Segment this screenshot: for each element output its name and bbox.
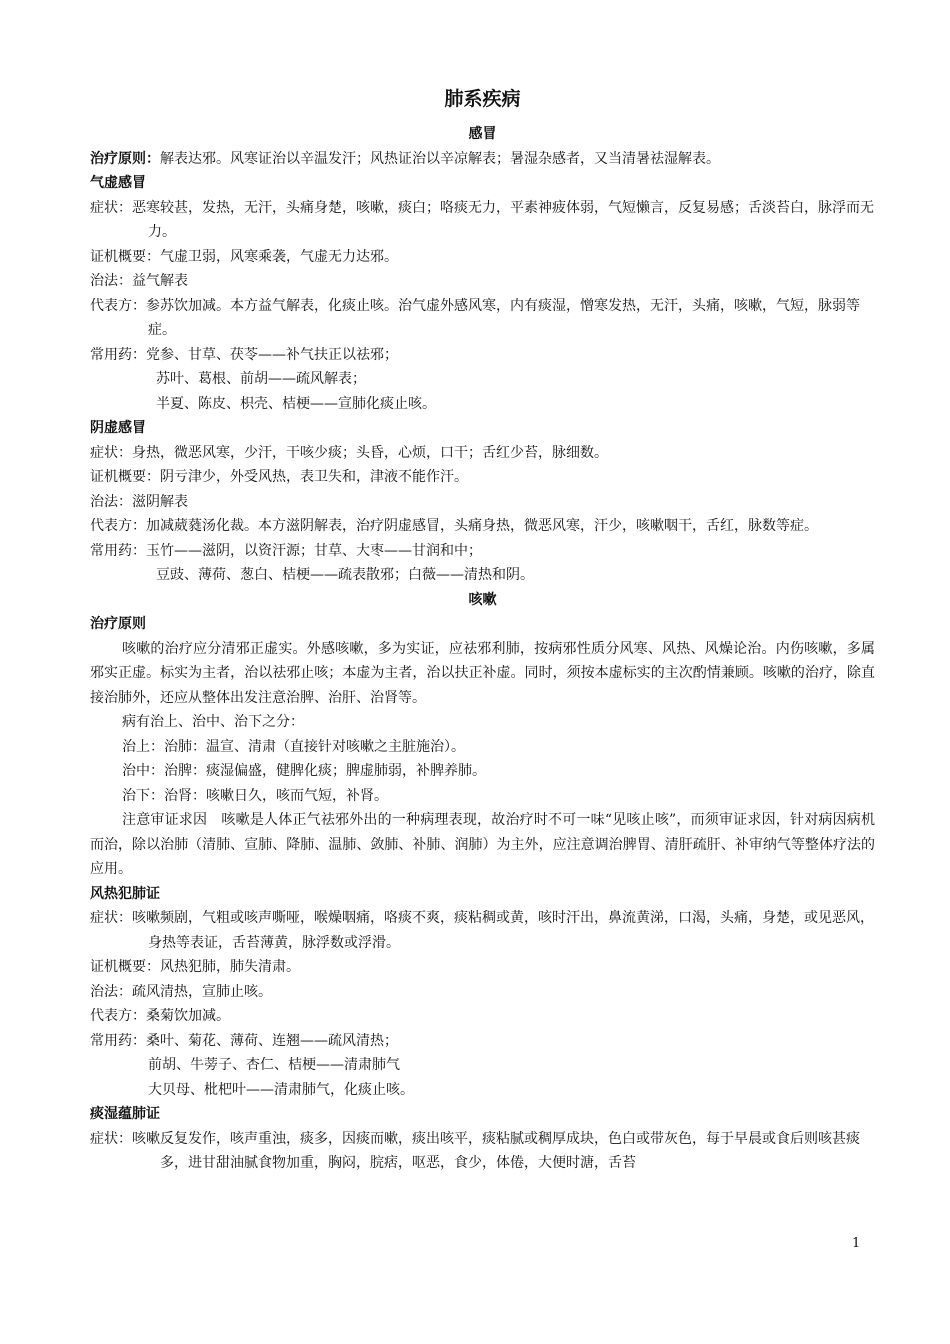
subsection-heading: 阴虚感冒	[90, 420, 146, 436]
page-content	[90, 84, 875, 1176]
formula-line: 代表方：桑菊饮加减。	[90, 1008, 230, 1024]
body-line: 治下：治肾：咳嗽日久，咳而气短，补肾。	[122, 787, 388, 804]
symptoms-paragraph: 症状：咳嗽反复发作，咳声重浊，痰多，因痰而嗽，痰出咳平，痰粘腻或稠厚成块，色白或带灰色，每于早晨或食后则咳甚痰多，进甘甜油腻食物加重，胸闷，脘痞，呕恶，食少，体倦，大便时溏，舌苔	[90, 1130, 860, 1171]
page-title: 肺系疾病	[444, 88, 521, 110]
body-line: 治上：治肺：温宣、清肃（直接针对咳嗽之主脏施治）。	[122, 738, 465, 755]
pathogenesis-line: 证机概要：风热犯肺，肺失清肃。	[90, 959, 300, 975]
symptoms-paragraph: 症状：恶寒较甚，发热，无汗，头痛身楚，咳嗽，痰白；咯痰无力，平素神疲体弱，气短懒言，反复易感；舌淡苔白，脉浮而无力。	[90, 199, 874, 240]
pathogenesis-line: 证机概要：阴亏津少，外受风热，表卫失和，津液不能作汗。	[90, 469, 468, 485]
subsection-heading: 治疗原则	[90, 616, 146, 632]
page-number: 1	[852, 1236, 861, 1251]
herbs-line: 大贝母、枇杷叶——清肃肺气，化痰止咳。	[148, 1081, 414, 1098]
treatment-method-line: 治法：益气解表	[90, 273, 188, 289]
body-paragraph: 咳嗽的治疗应分清邪正虚实。外感咳嗽，多为实证，应祛邪利肺，按病邪性质分风寒、风热、风燥论治。内伤咳嗽，多属邪实正虚。标实为主者，治以祛邪止咳；本虚为主者，治以扶正补虚。同时，须按本虚标实的主次酌情兼顾。咳嗽的治疗，除直接治肺外，还应从整体出发注意治脾、治肝、治肾等。	[90, 640, 875, 706]
herbs-line: 常用药：桑叶、菊花、薄荷、连翘——疏风清热；	[90, 1032, 398, 1049]
formula-paragraph: 代表方：参苏饮加减。本方益气解表，化痰止咳。治气虚外感风寒，内有痰湿，憎寒发热，无汗，头痛，咳嗽，气短，脉弱等症。	[90, 297, 860, 338]
symptoms-paragraph: 症状：咳嗽频剧，气粗或咳声嘶哑，喉燥咽痛，咯痰不爽，痰粘稠或黄，咳时汗出，鼻流黄涕，口渴，头痛，身楚，或见恶风，身热等表证，舌苔薄黄，脉浮数或浮滑。	[90, 910, 874, 951]
herbs-line: 豆豉、薄荷、葱白、桔梗——疏表散邪；白薇——清热和阴。	[156, 567, 534, 583]
formula-paragraph: 代表方：加减葳蕤汤化裁。本方滋阴解表，治疗阴虚感冒，头痛身热，微恶风寒，汗少，咳嗽咽干，舌红，脉数等症。	[90, 518, 818, 534]
subsection-heading: 风热犯肺证	[90, 885, 160, 902]
body-line: 治中：治脾：痰湿偏盛，健脾化痰；脾虚肺弱，补脾养肺。	[122, 763, 486, 779]
section-heading-ganmao: 感冒	[468, 126, 497, 142]
treatment-principle: 治疗原则：解表达邪。风寒证治以辛温发汗；风热证治以辛凉解表；暑湿杂感者，又当清暑祛湿解表。	[90, 150, 720, 167]
herbs-line: 苏叶、葛根、前胡——疏风解表；	[156, 371, 366, 387]
subsection-heading: 气虚感冒	[90, 175, 146, 191]
pathogenesis-line: 证机概要：气虚卫弱，风寒乘袭，气虚无力达邪。	[90, 248, 398, 265]
herbs-line: 常用药：党参、甘草、茯苓——补气扶正以祛邪；	[90, 346, 398, 363]
treatment-method-line: 治法：滋阴解表	[90, 493, 188, 510]
herbs-line: 常用药：玉竹——滋阴，以资汗源；甘草、大枣——甘润和中；	[90, 542, 482, 559]
symptoms-paragraph: 症状：身热，微恶风寒，少汗，干咳少痰；头昏，心烦，口干；舌红少苔，脉细数。	[90, 444, 608, 461]
body-paragraph: 注意审证求因 咳嗽是人体正气祛邪外出的一种病理表现，故治疗时不可一味“见咳止咳”，而须审证求因，针对病因病机而治，除以治肺（清肺、宣肺、降肺、温肺、敛肺、补肺、润肺）为主外，应注意调治脾胃、清肝疏肝、补审纳气等整体疗法的应用。	[90, 812, 875, 877]
section-heading-kesou: 咳嗽	[468, 591, 497, 608]
subsection-heading: 痰湿蕴肺证	[90, 1106, 160, 1122]
treatment-method-line: 治法：疏风清热，宣肺止咳。	[90, 983, 272, 1000]
herbs-line: 前胡、牛蒡子、杏仁、桔梗——清肃肺气	[148, 1057, 400, 1073]
herbs-line: 半夏、陈皮、枳壳、桔梗——宣肺化痰止咳。	[156, 395, 436, 412]
body-line: 病有治上、治中、治下之分：	[122, 714, 304, 730]
